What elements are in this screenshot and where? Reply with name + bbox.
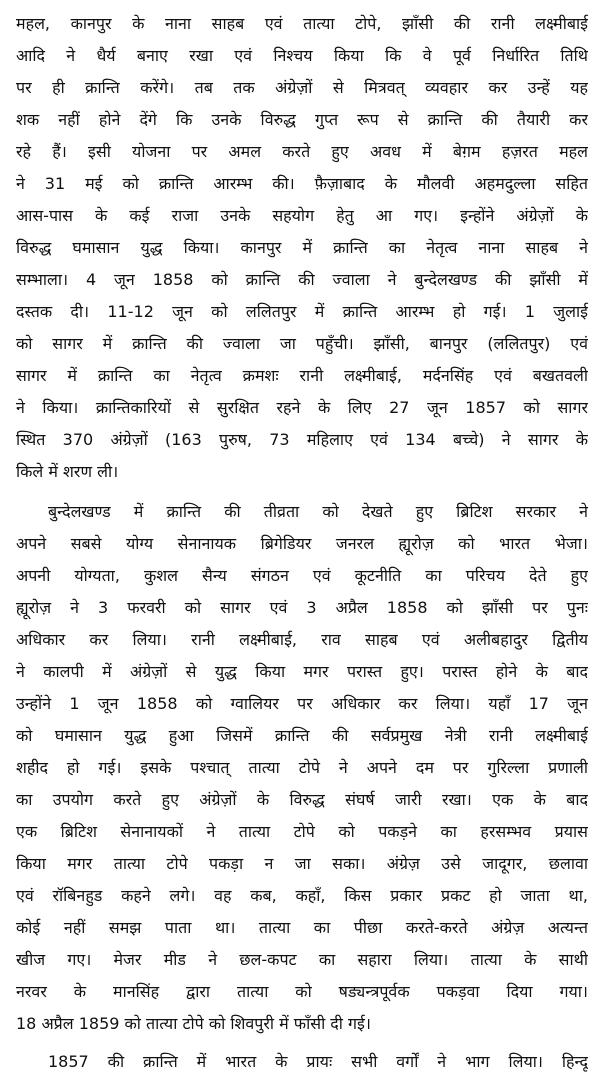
text-line: ने कालपी में अंग्रेज़ों से युद्ध किया मगर परास्त हुए। परास्त होने के बाद <box>16 662 588 681</box>
text-line: खीज गए। मेजर मीड ने छल-कपट का सहारा लिया। तात्या के साथी <box>16 950 588 969</box>
text-line: स्थित 370 अंग्रेज़ों (163 पुरुष, 73 महिलाए एवं 134 बच्चे) ने सागर के <box>16 430 588 449</box>
text-line: आदि ने धैर्य बनाए रखा एवं निश्चय किया कि वे पूर्व निर्धारित तिथि <box>16 46 588 65</box>
text-line: ने 31 मई को क्रान्ति आरम्भ की। फ़ैज़ाबाद के मौलवी अहमदुल्ला सहित <box>16 174 588 193</box>
text-line: ने किया। क्रान्तिकारियों से सुरक्षित रहने के लिए 27 जून 1857 को सागर <box>16 398 588 417</box>
text-line: शहीद हो गई। इसके पश्चात् तात्या टोपे ने अपने दम पर गुरिल्ला प्रणाली <box>16 758 588 777</box>
text-line: अधिकार कर लिया। रानी लक्ष्मीबाई, राव साहब एवं अलीबहादुर द्वितीय <box>16 630 588 649</box>
text-line: को सागर में क्रान्ति की ज्वाला जा पहुँची। झाँसी, बानपुर (ललितपुर) एवं <box>16 334 588 353</box>
text-line: सम्भाला। 4 जून 1858 को क्रान्ति की ज्वाला ने बुन्देलखण्ड की झाँसी में <box>16 270 588 289</box>
text-line: को घमासान युद्ध हुआ जिसमें क्रान्ति की सर्वप्रमुख नेत्री रानी लक्ष्मीबाई <box>16 726 588 745</box>
text-line: सागर में क्रान्ति का नेतृत्व क्रमशः रानी लक्ष्मीबाई, मर्दनसिंह एवं बखतवली <box>16 366 588 385</box>
text-line: का उपयोग करते हुए अंग्रेज़ों के विरुद्ध संघर्ष जारी रखा। एक के बाद <box>16 790 588 809</box>
text-line: बुन्देलखण्ड में क्रान्ति की तीव्रता को देखते हुए ब्रिटिश सरकार ने <box>48 502 588 521</box>
text-line: एक ब्रिटिश सेनानायकों ने तात्या टोपे को पकड़ने का हरसम्भव प्रयास <box>16 822 588 841</box>
text-line: अपनी योग्यता, कुशल सैन्य संगठन एवं कूटनीति का परिचय देते हुए <box>16 566 588 585</box>
text-line: महल, कानपुर के नाना साहब एवं तात्या टोपे, झाँसी की रानी लक्ष्मीबाई <box>16 14 588 33</box>
text-line: एवं रॉबिनहुड कहने लगे। वह कब, कहाँ, किस प्रकार प्रकट हो जाता था, <box>16 886 588 905</box>
text-line: किले में शरण ली। <box>16 462 119 481</box>
text-line: शक नहीं होने देंगे कि उनके विरुद्ध गुप्त रूप से क्रान्ति की तैयारी कर <box>16 110 588 129</box>
text-line: 1857 की क्रान्ति में भारत के प्रायः सभी वर्गों ने भाग लिया। हिन्दू <box>48 1052 588 1071</box>
text-line: दस्तक दी। 11-12 जून को ललितपुर में क्रान्ति आरम्भ हो गई। 1 जुलाई <box>16 302 588 321</box>
text-line: आस-पास के कई राजा उनके सहयोग हेतु आ गए। इन्होंने अंग्रेज़ों के <box>16 206 588 225</box>
text-line: कोई नहीं समझ पाता था। तात्या का पीछा करते-करते अंग्रेज़ अत्यन्त <box>16 918 588 937</box>
text-line: उन्होंने 1 जून 1858 को ग्वालियर पर अधिकार कर लिया। यहाँ 17 जून <box>16 694 588 713</box>
text-line: 18 अप्रैल 1859 को तात्या टोपे को शिवपुरी में फाँसी दी गई। <box>16 1014 371 1033</box>
text-line: ह्यूरोज़ ने 3 फरवरी को सागर एवं 3 अप्रैल 1858 को झाँसी पर पुनः <box>16 598 588 617</box>
paragraph-1 <box>16 8 588 488</box>
text-line: नरवर के मानसिंह द्वारा तात्या को षड्यन्त्रपूर्वक पकड़वा दिया गया। <box>16 982 588 1001</box>
text-line: किया मगर तात्या टोपे पकड़ा न जा सका। अंग्रेज़ उसे जादूगर, छलावा <box>16 854 588 873</box>
text-line: पर ही क्रान्ति करेंगे। तब तक अंग्रेज़ों से मित्रवत् व्यवहार कर उन्हें यह <box>16 78 588 97</box>
paragraph-3 <box>16 1046 588 1078</box>
text-line: रहे हैं। इसी योजना पर अमल करते हुए अवध में बेग़म हज़रत महल <box>16 142 588 161</box>
paragraph-2 <box>16 496 588 1040</box>
text-line: अपने सबसे योग्य सेनानायक ब्रिगेडियर जनरल ह्यूरोज़ को भारत भेजा। <box>16 534 588 553</box>
text-line: विरुद्ध घमासान युद्ध किया। कानपुर में क्रान्ति का नेतृत्व नाना साहब ने <box>16 238 588 257</box>
